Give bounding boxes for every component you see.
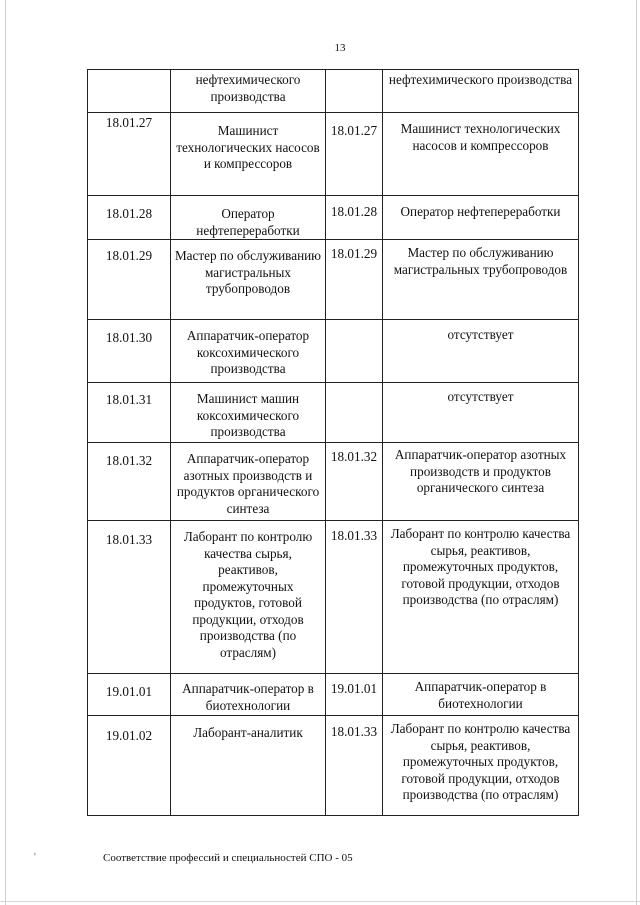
code-old: 18.01.27 <box>88 113 171 196</box>
code-old: 18.01.29 <box>88 240 171 320</box>
code-new <box>326 320 383 383</box>
profession-old: Машинист машин коксохимического производства <box>171 383 326 443</box>
profession-old: Мастер по обслуживанию магистральных трубопроводов <box>171 240 326 320</box>
code-new: 18.01.32 <box>326 443 383 521</box>
code-old: 18.01.31 <box>88 383 171 443</box>
code-new: 18.01.33 <box>326 716 383 816</box>
profession-new: отсутствует <box>383 320 579 383</box>
table-row <box>88 521 579 674</box>
scan-edge-bottom <box>0 901 640 902</box>
table-row <box>88 196 579 240</box>
profession-old: Аппаратчик-оператор коксохимического производства <box>171 320 326 383</box>
scan-edge-left <box>5 0 6 905</box>
code-new: 18.01.28 <box>326 196 383 240</box>
table-row <box>88 320 579 383</box>
table-row <box>88 70 579 113</box>
profession-old: нефтехимического производства <box>171 70 326 113</box>
profession-new: Машинист технологических насосов и компрессоров <box>383 113 579 196</box>
code-new: 18.01.27 <box>326 113 383 196</box>
page-footer: Соответствие профессий и специальностей СПО - 05 <box>103 852 353 864</box>
scan-mark: ' <box>34 852 36 863</box>
profession-new: Мастер по обслуживанию магистральных трубопроводов <box>383 240 579 320</box>
profession-new: Аппаратчик-оператор в биотехнологии <box>383 674 579 716</box>
code-old: 18.01.32 <box>88 443 171 521</box>
table-row <box>88 383 579 443</box>
code-new: 18.01.29 <box>326 240 383 320</box>
table-row <box>88 674 579 716</box>
profession-old: Машинист технологических насосов и компрессоров <box>171 113 326 196</box>
table-row <box>88 716 579 816</box>
table-row <box>88 113 579 196</box>
profession-new: Аппаратчик-оператор азотных производств и продуктов органического синтеза <box>383 443 579 521</box>
code-old: 18.01.33 <box>88 521 171 674</box>
code-new: 19.01.01 <box>326 674 383 716</box>
scan-edge-right <box>636 0 637 905</box>
code-new: 18.01.33 <box>326 521 383 674</box>
code-old: 19.01.02 <box>88 716 171 816</box>
code-old: 18.01.30 <box>88 320 171 383</box>
profession-new: Лаборант по контролю качества сырья, реактивов, промежуточных продуктов, готовой продукции, отходов производства (по отраслям) <box>383 716 579 816</box>
profession-new: нефтехимического производства <box>383 70 579 113</box>
code-old <box>88 70 171 113</box>
code-new <box>326 383 383 443</box>
profession-old: Лаборант-аналитик <box>171 716 326 816</box>
profession-old: Аппаратчик-оператор в биотехнологии <box>171 674 326 716</box>
correspondence-table <box>87 69 579 816</box>
code-old: 18.01.28 <box>88 196 171 240</box>
code-old: 19.01.01 <box>88 674 171 716</box>
profession-new: Оператор нефтепереработки <box>383 196 579 240</box>
code-new <box>326 70 383 113</box>
profession-new: Лаборант по контролю качества сырья, реактивов, промежуточных продуктов, готовой продукции, отходов производства (по отраслям) <box>383 521 579 674</box>
table-row <box>88 240 579 320</box>
table-row <box>88 443 579 521</box>
profession-old: Лаборант по контролю качества сырья, реактивов, промежуточных продуктов, готовой продукции, отходов производства (по отраслям) <box>171 521 326 674</box>
profession-old: Аппаратчик-оператор азотных производств и продуктов органического синтеза <box>171 443 326 521</box>
profession-old: Оператор нефтепереработки <box>171 196 326 240</box>
page-number: 13 <box>334 42 346 54</box>
profession-new: отсутствует <box>383 383 579 443</box>
